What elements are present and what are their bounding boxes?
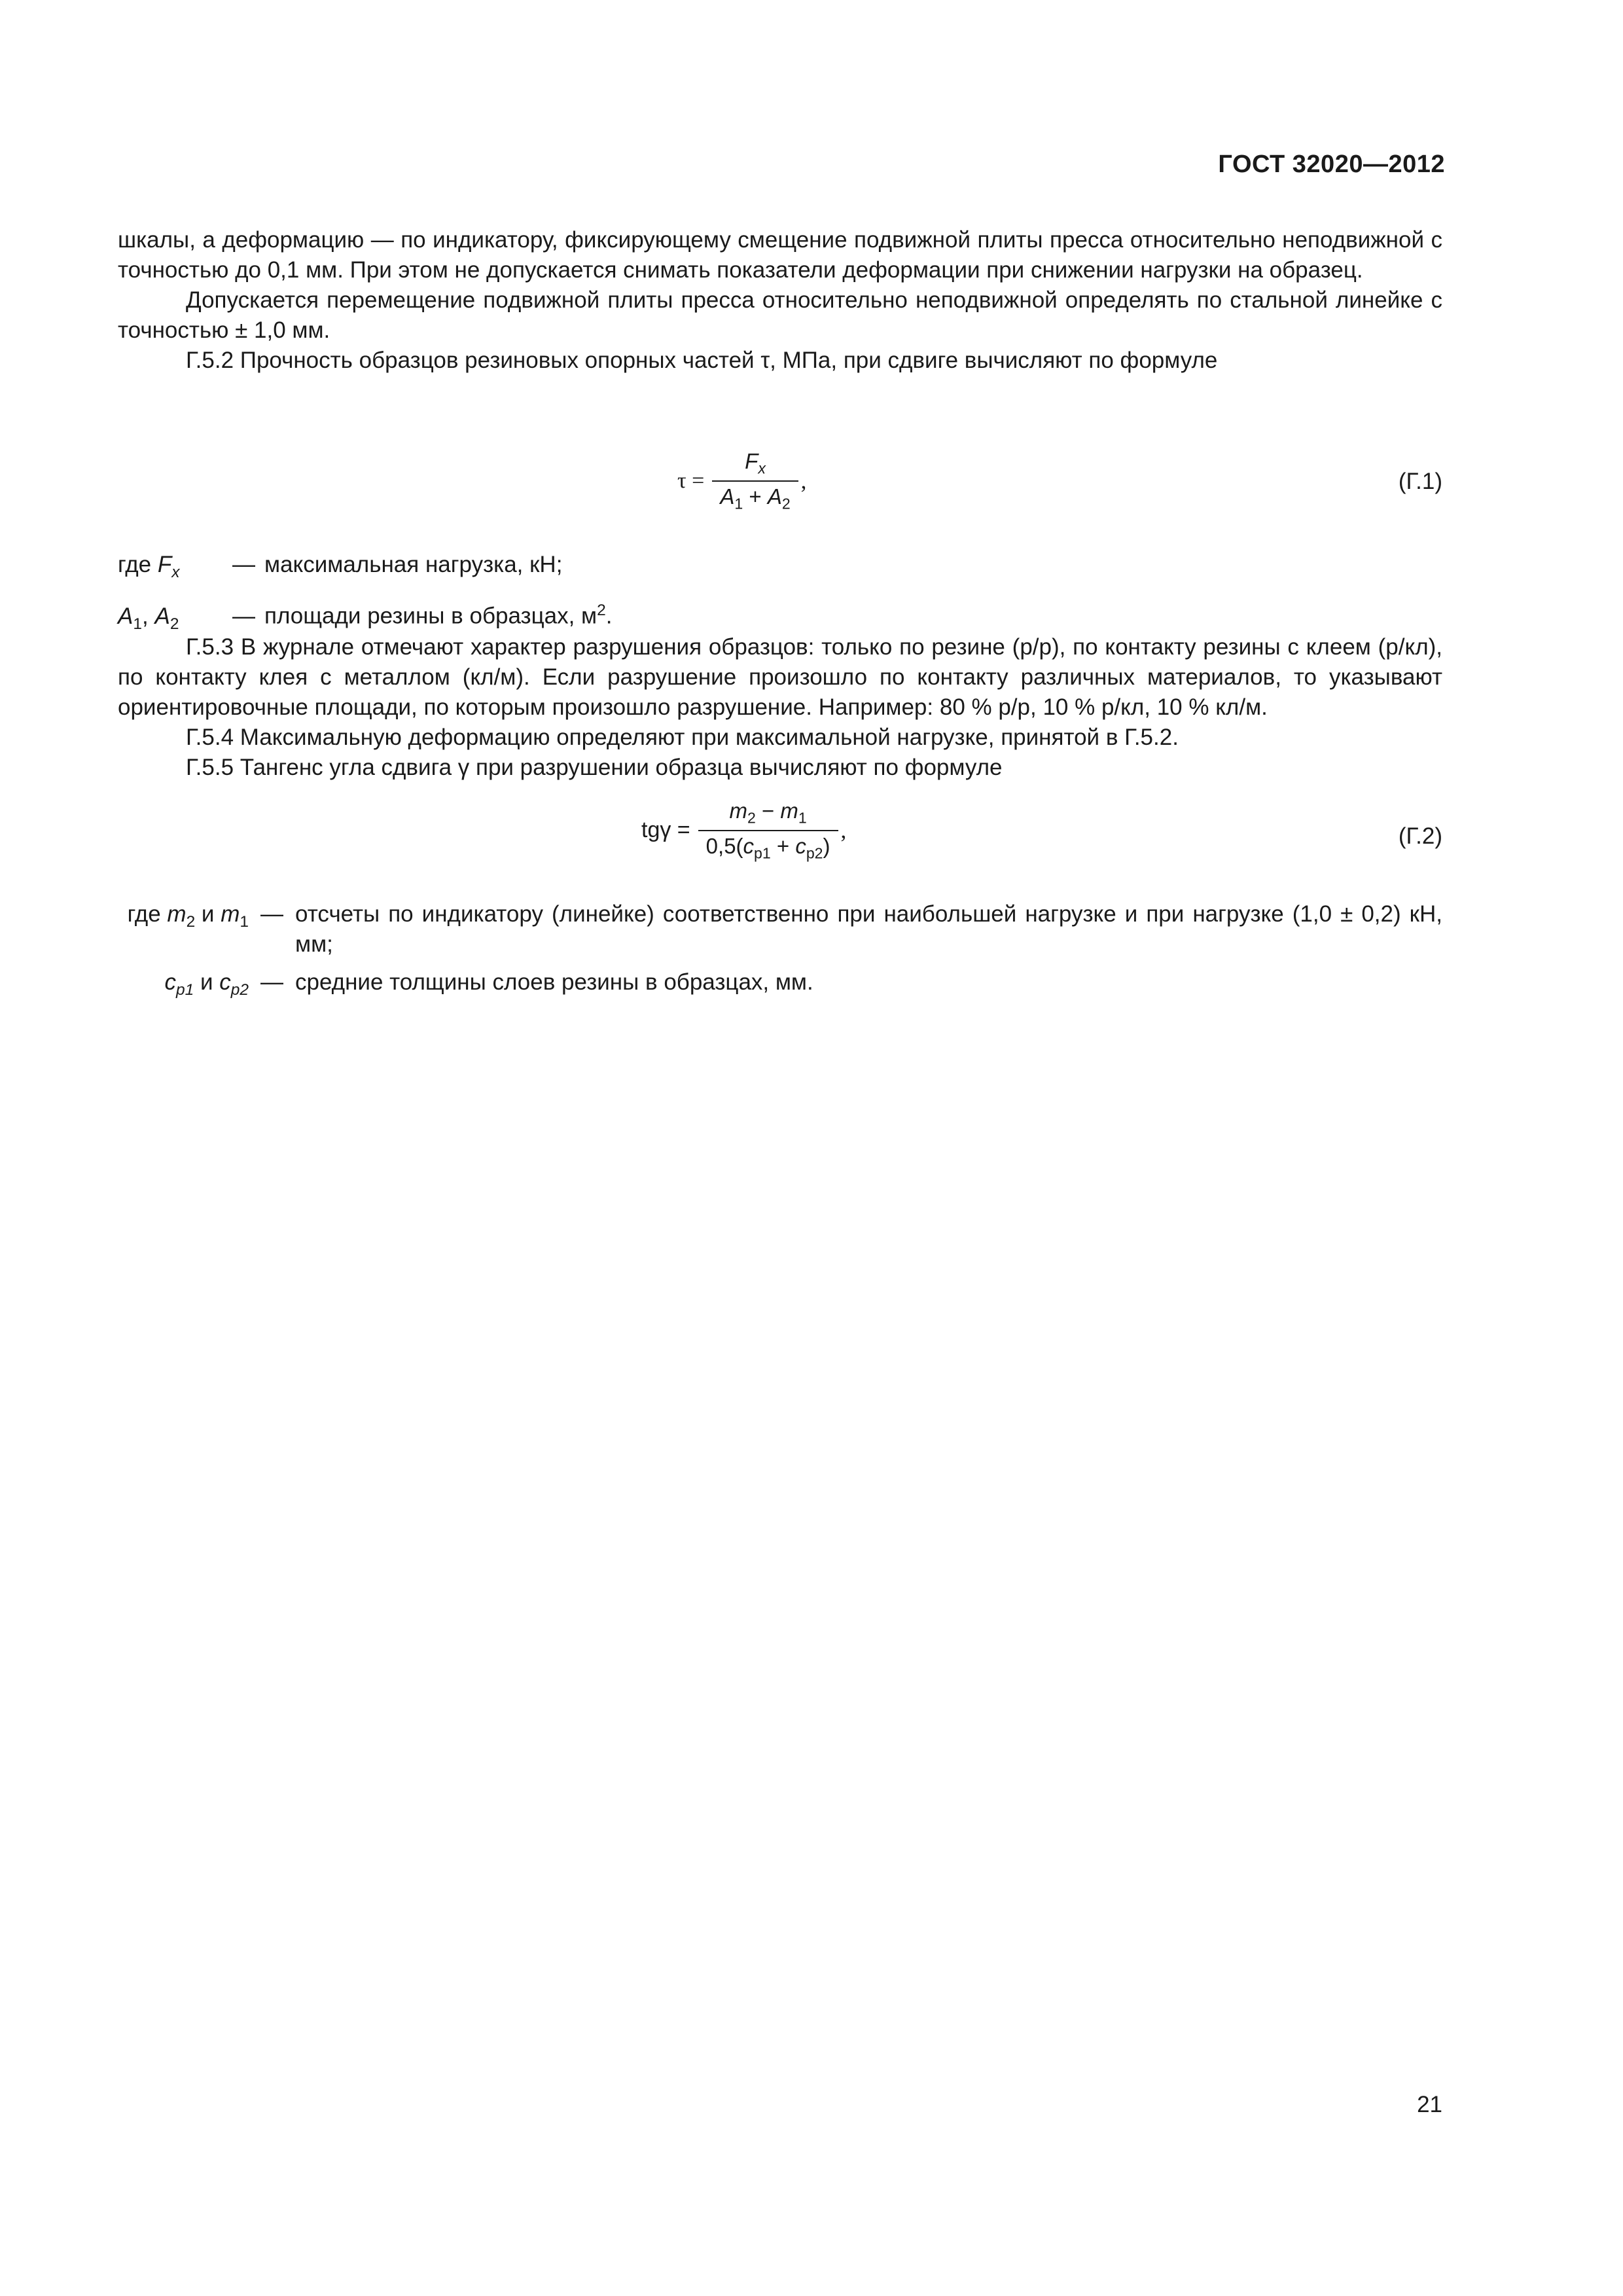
fraction-numerator: $m_2 - m_1$ [729,798,807,827]
fraction-denominator: $A_1 + A_2$ [720,484,791,512]
definition-term: где $m_2$ и $m_1$ [127,901,249,931]
definition-text: отсчеты по индикатору (линейке) соответственно при наибольшей нагрузке и при нагрузке (1,0 ± 0,2) кН, мм; [295,901,1442,957]
fraction [698,798,838,862]
page-number: 21 [1417,2092,1442,2117]
paragraph-g54: Г.5.4 Максимальную деформацию определяют при максимальной нагрузке, принятой в Г.5.2. [186,725,1179,750]
fraction-numerator: $F_x$ [745,449,766,477]
definitions-g2 [118,899,1442,1013]
definition-term: $A_1$, $A_2$ [118,603,179,633]
formula-row-g2 [118,798,1442,877]
intro-paragraphs [118,225,1442,376]
formula-trail: , [840,817,847,843]
equation-number: (Г.2) [1398,823,1442,849]
definition-term: $c_{p1}$ и $c_{p2}$ [164,969,249,999]
definition-row [118,967,1442,1005]
definition-text: максимальная нагрузка, кН; [264,552,563,577]
formula-lhs: τ = [677,468,705,493]
definition-term: где $F_x$ [118,552,180,581]
fraction [712,449,798,512]
paragraph-g52: Г.5.2 Прочность образцов резиновых опорных частей τ, МПа, при сдвиге вычисляют по формуле [186,348,1218,373]
definition-text: средние толщины слоев резины в образцах, мм. [295,969,813,995]
definition-dash: — [232,603,255,629]
definition-row [118,899,1442,960]
page-header: ГОСТ 32020—2012 [1218,151,1445,178]
paragraph-tolerance: Допускается перемещение подвижной плиты пресса относительно неподвижной определять по стальной линейке с точностью ± 1,0 мм. [118,287,1442,343]
formula-row-g1 [118,449,1442,521]
definition-row [118,550,1442,588]
paragraph-g53: Г.5.3 В журнале отмечают характер разрушения образцов: только по резине (р/р), по контакту резины с клеем (р/кл), по контакту клея с металлом (кл/м). Если разрушение произошло по контакту различных материалов, то указывают ориентировочные площади, по которым произошло разрушение. Например: 80 % р/р, 10 % р/кл, 10 % кл/м. [118,634,1442,720]
formula-lhs: tgγ = [641,817,690,843]
formula-trail: , [800,467,807,493]
definition-dash: — [260,969,283,995]
formula-g1 [677,449,806,512]
fraction-denominator: $0,5(c_{p1} + c_{p2})$ [705,833,830,862]
definition-dash: — [260,901,283,927]
definition-text: площади резины в образцах, $м^2$. [264,601,613,629]
paragraph-g55: Г.5.5 Тангенс угла сдвига γ при разрушении образца вычисляют по формуле [186,755,1003,780]
paragraph-continuation: шкалы, а деформацию — по индикатору, фиксирующему смещение подвижной плиты пресса относительно неподвижной с точностью до 0,1 мм. При этом не допускается снимать показатели деформации при снижении нагрузки на образец. [118,227,1442,283]
equation-number: (Г.1) [1398,469,1442,494]
failure-paragraphs [118,632,1442,783]
definition-dash: — [232,552,255,577]
formula-g2 [641,798,846,862]
